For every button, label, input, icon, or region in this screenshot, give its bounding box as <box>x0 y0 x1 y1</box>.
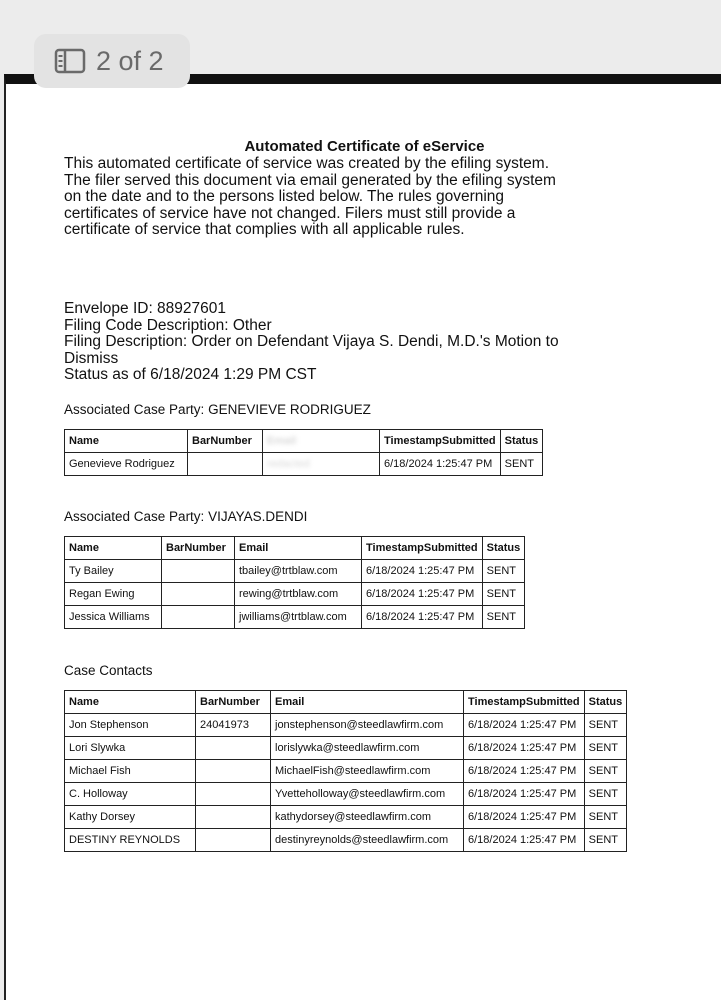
intro-paragraph <box>64 156 604 239</box>
filing-meta <box>64 301 624 384</box>
page-indicator-label: 2 of 2 <box>96 45 164 76</box>
cell-bar <box>196 760 271 783</box>
cell-ts: 6/18/2024 1:25:47 PM <box>464 806 585 829</box>
cell-ts: 6/18/2024 1:25:47 PM <box>362 606 483 629</box>
filing-description: Filing Description: Order on Defendant Vijaya S. Dendi, M.D.'s Motion to <box>64 333 559 350</box>
cell-status: SENT <box>482 606 525 629</box>
col-ts: TimestampSubmitted <box>464 691 585 714</box>
cell-name: Genevieve Rodriguez <box>65 453 188 476</box>
cell-email: tbailey@trtblaw.com <box>235 560 362 583</box>
cell-name: Jessica Williams <box>65 606 162 629</box>
cell-email: kathydorsey@steedlawfirm.com <box>271 806 464 829</box>
table-row <box>65 783 627 806</box>
cell-email: destinyreynolds@steedlawfirm.com <box>271 829 464 852</box>
cell-status: SENT <box>482 583 525 606</box>
cell-bar <box>162 583 235 606</box>
envelope-id: Envelope ID: 88927601 <box>64 300 227 317</box>
cell-email-redacted: redacted <box>263 453 380 476</box>
col-email: Email <box>271 691 464 714</box>
cell-ts: 6/18/2024 1:25:47 PM <box>464 829 585 852</box>
col-bar: BarNumber <box>188 430 263 453</box>
cell-ts: 6/18/2024 1:25:47 PM <box>464 783 585 806</box>
cell-email: Yvetteholloway@steedlawfirm.com <box>271 783 464 806</box>
cell-name: Kathy Dorsey <box>65 806 196 829</box>
col-name: Name <box>65 691 196 714</box>
table-row <box>65 737 627 760</box>
cell-name: C. Holloway <box>65 783 196 806</box>
cell-email: jwilliams@trtblaw.com <box>235 606 362 629</box>
cell-email: rewing@trtblaw.com <box>235 583 362 606</box>
cell-bar <box>196 783 271 806</box>
col-ts: TimestampSubmitted <box>362 537 483 560</box>
cell-status: SENT <box>584 760 627 783</box>
filing-description-cont: Dismiss <box>64 349 119 367</box>
col-status: Status <box>482 537 525 560</box>
cell-status: SENT <box>584 806 627 829</box>
cell-status: SENT <box>482 560 525 583</box>
cell-email: jonstephenson@steedlawfirm.com <box>271 714 464 737</box>
cell-status: SENT <box>584 783 627 806</box>
intro-line: The filer served this document via email generated by the efiling system <box>64 171 556 189</box>
col-email: Email <box>235 537 362 560</box>
cell-name: Jon Stephenson <box>65 714 196 737</box>
col-name: Name <box>65 430 188 453</box>
table-row <box>65 583 525 606</box>
cell-bar <box>188 453 263 476</box>
table-row <box>65 829 627 852</box>
party1-heading: Associated Case Party: GENEVIEVE RODRIGUEZ <box>64 402 371 417</box>
cell-name: Michael Fish <box>65 760 196 783</box>
cell-ts: 6/18/2024 1:25:47 PM <box>464 737 585 760</box>
col-bar: BarNumber <box>196 691 271 714</box>
case-contacts-heading: Case Contacts <box>64 663 153 678</box>
cell-ts: 6/18/2024 1:25:47 PM <box>464 760 585 783</box>
cell-name: Regan Ewing <box>65 583 162 606</box>
party1-table <box>64 429 543 476</box>
cell-bar <box>196 806 271 829</box>
col-email: Email <box>263 430 380 453</box>
cell-ts: 6/18/2024 1:25:47 PM <box>362 583 483 606</box>
intro-line: certificates of service have not changed. Filers must still provide a <box>64 204 516 222</box>
page-icon <box>54 48 86 74</box>
cell-bar <box>196 829 271 852</box>
col-ts: TimestampSubmitted <box>380 430 501 453</box>
case-contacts-table <box>64 690 627 852</box>
cell-ts: 6/18/2024 1:25:47 PM <box>464 714 585 737</box>
cell-ts: 6/18/2024 1:25:47 PM <box>380 453 501 476</box>
page-indicator[interactable] <box>34 34 190 88</box>
table-row <box>65 714 627 737</box>
table-row <box>65 453 543 476</box>
filing-code: Filing Code Description: Other <box>64 316 272 334</box>
table-row <box>65 760 627 783</box>
cell-email: MichaelFish@steedlawfirm.com <box>271 760 464 783</box>
party2-table <box>64 536 525 629</box>
status-as-of: Status as of 6/18/2024 1:29 PM CST <box>64 366 317 383</box>
table-row <box>65 606 525 629</box>
cell-status: SENT <box>500 453 543 476</box>
cell-status: SENT <box>584 714 627 737</box>
cell-name: DESTINY REYNOLDS <box>65 829 196 852</box>
cell-bar: 24041973 <box>196 714 271 737</box>
cell-ts: 6/18/2024 1:25:47 PM <box>362 560 483 583</box>
cell-bar <box>162 560 235 583</box>
intro-line: certificate of service that complies with all applicable rules. <box>64 221 465 238</box>
cell-email: lorislywka@steedlawfirm.com <box>271 737 464 760</box>
cell-bar <box>196 737 271 760</box>
certificate-title: Automated Certificate of eService <box>244 138 485 155</box>
intro-line: This automated certificate of service was created by the efiling system. <box>64 155 550 172</box>
cell-name: Lori Slywka <box>65 737 196 760</box>
col-name: Name <box>65 537 162 560</box>
table-row <box>65 806 627 829</box>
cell-status: SENT <box>584 829 627 852</box>
cell-name: Ty Bailey <box>65 560 162 583</box>
col-bar: BarNumber <box>162 537 235 560</box>
col-status: Status <box>584 691 627 714</box>
cell-bar <box>162 606 235 629</box>
intro-line: on the date and to the persons listed below. The rules governing <box>64 188 505 205</box>
party2-heading: Associated Case Party: VIJAYAS.DENDI <box>64 509 308 524</box>
col-status: Status <box>500 430 543 453</box>
table-row <box>65 560 525 583</box>
document-page <box>4 74 721 1000</box>
cell-status: SENT <box>584 737 627 760</box>
